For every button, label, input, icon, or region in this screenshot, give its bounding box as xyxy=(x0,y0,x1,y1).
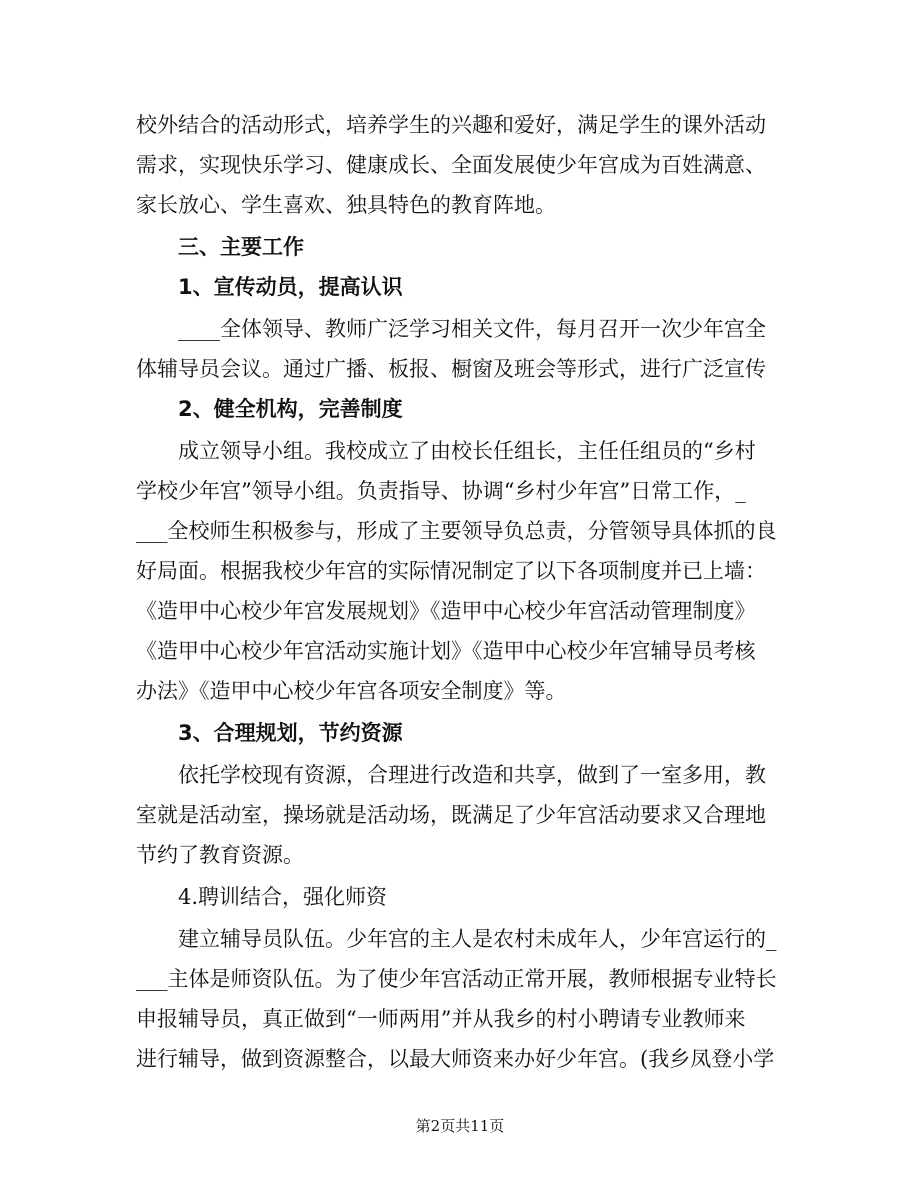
body-line: 需求，实现快乐学习、健康成长、全面发展使少年宫成为百姓满意、 xyxy=(136,153,766,177)
body-line: 室就是活动室，操场就是活动场，既满足了少年宫活动要求又合理地 xyxy=(136,803,766,827)
body-line: 校外结合的活动形式，培养学生的兴趣和爱好，满足学生的课外活动 xyxy=(136,113,766,137)
body-line: 学校少年宫”领导小组。负责指导、协调“乡村少年宫”日常工作，_ xyxy=(136,479,746,503)
body-line: ___全校师生积极参与，形成了主要领导负总责，分管领导具体抓的良 xyxy=(136,519,777,543)
body-line: 家长放心、学生喜欢、独具特色的教育阵地。 xyxy=(136,193,556,217)
body-line: 建立辅导员队伍。少年宫的主人是农村未成年人，少年宫运行的_ xyxy=(178,927,777,951)
body-line: 体辅导员会议。通过广播、板报、橱窗及班会等形式，进行广泛宣传 xyxy=(136,357,766,381)
body-line: 《造甲中心校少年宫发展规划》《造甲中心校少年宫活动管理制度》 xyxy=(136,599,756,623)
body-line: 《造甲中心校少年宫活动实施计划》《造甲中心校少年宫辅导员考核 xyxy=(136,639,756,663)
body-line: 节约了教育资源。 xyxy=(136,843,304,867)
subsection-heading: 1、宣传动员，提高认识 xyxy=(178,275,403,299)
body-line: 进行辅导，做到资源整合，以最大师资来办好少年宫。(我乡凤登小学 xyxy=(136,1047,775,1071)
body-line: ___主体是师资队伍。为了使少年宫活动正常开展，教师根据专业特长 xyxy=(136,967,777,991)
body-line: 依托学校现有资源，合理进行改造和共享，做到了一室多用，教 xyxy=(178,763,766,787)
body-line: 好局面。根据我校少年宫的实际情况制定了以下各项制度并已上墙： xyxy=(136,559,766,583)
section-heading: 三、主要工作 xyxy=(178,235,304,259)
body-line: ____全体领导、教师广泛学习相关文件，每月召开一次少年宫全 xyxy=(178,317,766,341)
body-line: 申报辅导员，真正做到“一师两用”并从我乡的村小聘请专业教师来 xyxy=(136,1007,746,1031)
subsection-heading: 4.聘训结合，强化师资 xyxy=(178,885,388,909)
body-line: 办法》《造甲中心校少年宫各项安全制度》等。 xyxy=(136,679,567,703)
subsection-heading: 3、合理规划，节约资源 xyxy=(178,721,403,745)
body-line: 成立领导小组。我校成立了由校长任组长，主任任组员的“乡村 xyxy=(178,439,756,463)
page-number: 第2页共11页 xyxy=(415,1117,505,1135)
subsection-heading: 2、健全机构，完善制度 xyxy=(178,397,403,421)
